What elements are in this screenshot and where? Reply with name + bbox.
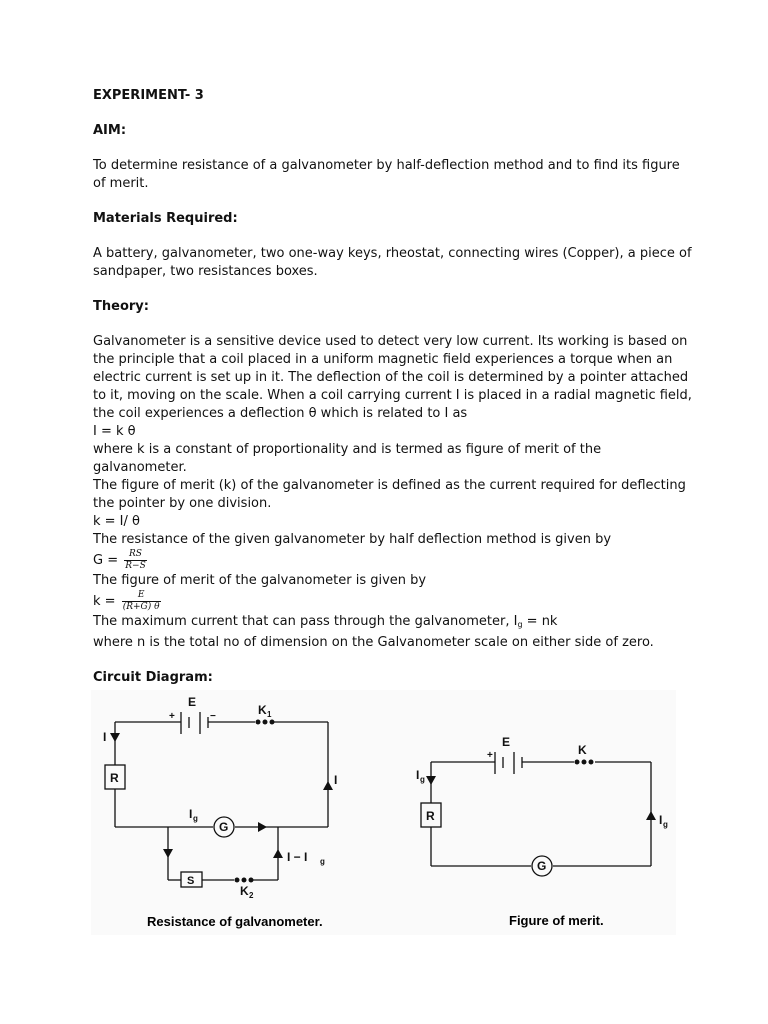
label-i-minus-ig: I − I	[287, 850, 308, 864]
label-ig-left-sub: g	[193, 814, 198, 823]
k-lhs: k =	[93, 594, 116, 609]
label-g-right: G	[537, 859, 547, 873]
theory-paragraph: Galvanometer is a sensitive device used to detect very low current. Its working is based on the principle that a coil placed in a uniform magnetic field experiences a torque when an electric current is set up in it. The deflection of the coil is determined by a pointer attached to it, moving on the scale. When a coil carrying current I is placed in a radial magnetic field, the coil experiences a deflection θ which is related to I as	[93, 334, 692, 421]
caption-resistance: Resistance of galvanometer.	[147, 914, 323, 929]
theory-heading: Theory:	[93, 299, 149, 314]
label-i-minus-ig-sub: g	[320, 857, 325, 866]
g-lhs: G =	[93, 553, 119, 568]
label-k2: K	[240, 884, 249, 898]
label-k1-sub: 1	[267, 710, 272, 719]
caption-figure-of-merit: Figure of merit.	[509, 913, 604, 928]
equation-k-figure	[93, 590, 693, 613]
label-ig-right: I	[416, 768, 420, 782]
g-denominator: R−S	[125, 561, 146, 571]
label-e-left: E	[188, 695, 197, 709]
aim-text: To determine resistance of a galvanometer by half-deflection method and to find its figure of merit.	[93, 158, 680, 191]
label-k2-sub: 2	[249, 891, 254, 900]
label-ig-side-sub: g	[663, 820, 668, 829]
line6-tail: = nk	[522, 614, 558, 629]
label-r-right: R	[426, 809, 435, 823]
label-plus-right: +	[487, 750, 493, 761]
label-ig-right-sub: g	[420, 775, 425, 784]
theory-line-2: where k is a constant of proportionality and is termed as figure of merit of the galvanometer.	[93, 442, 602, 475]
theory-line-5: The figure of merit of the galvanometer is given by	[93, 573, 427, 588]
circuit-diagram-figure	[91, 690, 676, 935]
line6-subscript: g	[517, 620, 523, 629]
circuit-diagram-svg	[91, 690, 676, 935]
document-body	[93, 87, 693, 687]
theory-line-6	[93, 613, 693, 634]
label-s: S	[187, 875, 195, 887]
equation-k: k = I/ θ	[93, 514, 140, 529]
label-r-left: R	[110, 771, 119, 785]
label-minus-left: −	[210, 711, 216, 722]
equation-i-k-theta: I = k θ	[93, 424, 136, 439]
materials-heading: Materials Required:	[93, 211, 238, 226]
label-k: K	[578, 743, 587, 757]
label-ig-side: I	[659, 813, 663, 827]
label-plus-left: +	[169, 711, 175, 722]
k-denominator: (R+G) θ	[122, 602, 160, 612]
line6-text: The maximum current that can pass through the galvanometer, I	[93, 614, 518, 629]
g-numerator: RS	[124, 549, 146, 561]
theory-line-3: The figure of merit (k) of the galvanometer is defined as the current required for deflecting the pointer by one division.	[93, 478, 686, 511]
circuit-heading: Circuit Diagram:	[93, 670, 213, 685]
aim-heading: AIM:	[93, 123, 127, 138]
k-fraction	[122, 590, 161, 613]
theory-line-4: The resistance of the given galvanometer by half deflection method is given by	[93, 532, 612, 547]
experiment-title: EXPERIMENT- 3	[93, 88, 204, 103]
g-fraction	[124, 549, 146, 572]
label-ig-left: I	[189, 807, 193, 821]
label-k1: K	[258, 703, 267, 717]
theory-line-7: where n is the total no of dimension on the Galvanometer scale on either side of zero.	[93, 635, 654, 650]
k-numerator: E	[122, 590, 161, 602]
label-g-left: G	[219, 820, 229, 834]
label-i-left: I	[103, 730, 107, 744]
label-i-right: I	[334, 773, 338, 787]
equation-g	[93, 549, 693, 572]
materials-text: A battery, galvanometer, two one-way keys, rheostat, connecting wires (Copper), a piece of sandpaper, two resistances boxes.	[93, 246, 692, 279]
label-e-right: E	[502, 735, 511, 749]
